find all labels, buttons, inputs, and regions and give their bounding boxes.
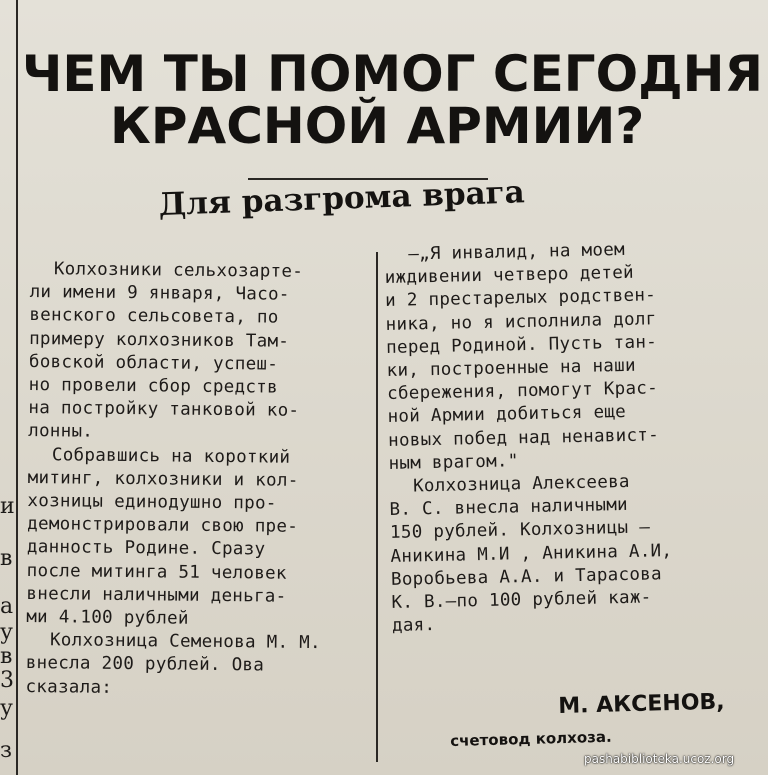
fragment-letter: в <box>0 546 13 571</box>
text-line: Воробьева А.А. и Тарасова <box>390 564 663 590</box>
headline-line-2: КРАСНОЙ АРМИИ? <box>110 97 645 155</box>
text-line: —„Я инвалид, на моем <box>408 239 626 265</box>
text-line: данность Родине. Сразу <box>26 537 266 560</box>
text-line: сказала: <box>25 676 113 698</box>
text-line: Колхозница Алексеева <box>412 471 630 497</box>
text-line: на постройку танковой ко- <box>28 398 300 422</box>
text-line: митинг, колхозники и кол- <box>27 467 299 491</box>
text-line: хозницы единодушно про- <box>27 491 277 514</box>
text-line: демонстрировали свою пре- <box>27 514 299 538</box>
text-line: ным врагом." <box>388 451 519 474</box>
text-line: сбережения, помогут Крас- <box>386 378 659 405</box>
text-line: ника, но я исполнила долг <box>385 308 657 335</box>
headline <box>22 45 764 155</box>
text-line: перед Родиной. Пусть тан- <box>385 332 658 358</box>
fragment-letter: 3 <box>0 668 14 693</box>
text-line: Колхозница Семенова М. М. <box>49 630 321 654</box>
text-line: Аникина М.И , Аникина А.И, <box>390 540 673 567</box>
fragment-letter: у <box>0 696 13 721</box>
text-line: примеру колхозников Там- <box>29 328 290 352</box>
adjacent-column-edge <box>0 0 18 775</box>
text-line: бовской области, успеш- <box>28 351 279 375</box>
text-line: ки, построенные на наши <box>386 355 637 381</box>
text-line: внесла 200 рублей. Ова <box>25 653 265 676</box>
headline-line-1: ЧЕМ ТЫ ПОМОГ СЕГОДНЯ <box>22 45 764 103</box>
text-line: внесли наличными деньга- <box>26 583 287 607</box>
text-line: венского сельсовета, по <box>29 305 279 329</box>
fragment-letter: у <box>0 620 13 645</box>
text-line: ли имени 9 января, Часо- <box>29 282 290 305</box>
text-line: В. С. внесла наличными <box>389 495 629 521</box>
text-line: ной Армии добиться еще <box>387 402 627 428</box>
column-divider <box>376 252 378 762</box>
text-line: иждивении четверо детей <box>384 262 635 289</box>
text-line: новых побед над ненавист- <box>387 424 660 451</box>
author-title: счетовод колхоза. <box>450 727 612 750</box>
right-column <box>384 237 742 639</box>
text-line: Собравшись на короткий <box>51 444 291 468</box>
fragment-letter: в <box>0 644 13 669</box>
watermark: pashabiblioteka.ucoz.org <box>584 752 735 766</box>
fragment-letter: з <box>0 738 12 763</box>
text-line: и 2 престарелых родствен- <box>384 285 657 312</box>
text-line: после митинга 51 человек <box>26 560 287 584</box>
text-line: лонны. <box>28 421 94 443</box>
fragment-letter: а <box>0 594 14 619</box>
text-line: Колхозники сельхозарте- <box>53 259 304 282</box>
author-signature: М. АКСЕНОВ, <box>558 689 725 719</box>
text-line: 150 рублей. Колхозницы — <box>389 517 651 544</box>
fragment-letter: и <box>0 494 15 519</box>
text-line: дая. <box>391 615 436 637</box>
subheadline: Для разгрома врага <box>158 174 526 223</box>
left-column <box>25 258 375 702</box>
text-line: ми 4.100 рублей <box>26 607 189 629</box>
text-line: К. В.—по 100 рублей каж- <box>391 587 652 613</box>
text-line: но провели сбор средств <box>28 375 278 398</box>
